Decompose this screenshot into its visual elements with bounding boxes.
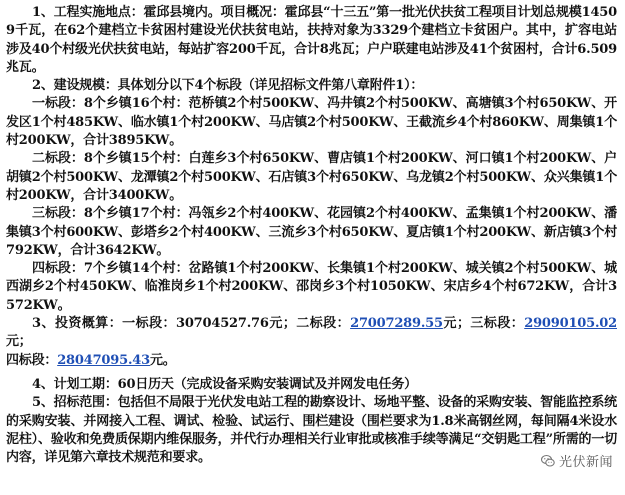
investment-text-5: 元。	[149, 352, 176, 368]
paragraph-bidding-scope: 5、招标范围：包括但不局限于光伏发电站工程的勘察设计、场地平整、设备的采购安装、智能监控系统的采购安装、并网接入工程、调试、检验、试运行、围栏建设（围栏要求为1.8米高钢丝网，每间隔4米设水泥柱）、验收和免费质保期内维保服务，并代行办理相关行业审批或核准手续等满足“交钥匙工程”所需的一切内容，详见第六章技术规范和要求。	[6, 395, 617, 466]
paragraph-lot-1: 一标段：8个乡镇16个村：范桥镇2个村500KW、冯井镇2个村500KW、高塘镇3个村650KW、开发区1个村485KW、临水镇1个村200KW、马店镇2个村500KW、王截流乡4个村860KW、周集镇1个村200KW，合计3895KW。	[6, 96, 617, 149]
paragraph-lot-3: 三标段：8个乡镇17个村：冯瓴乡2个村400KW、花园镇2个村400KW、孟集镇1个村200KW、潘集镇3个村600KW、彭塔乡2个村400KW、三流乡3个村650KW、夏店镇1个村200KW、新店镇3个村792KW，合计3642KW。	[6, 206, 617, 258]
paragraph-investment-estimate	[6, 315, 617, 352]
wechat-icon	[541, 454, 555, 468]
paragraph-investment-lot-4	[6, 352, 617, 370]
investment-text-3: 元；	[6, 334, 32, 350]
lot-2-amount-link[interactable]: 27007289.55	[350, 316, 443, 332]
investment-text-4: 四标段：	[6, 352, 58, 368]
investment-text-2: 元；三标段：	[442, 316, 525, 332]
paragraph-lot-2: 二标段：8个乡镇15个村：白莲乡3个村650KW、曹店镇1个村200KW、河口镇1个村200KW、户胡镇2个村500KW、龙潭镇2个村500KW、石店镇3个村650KW、乌龙镇2个村500KW、众兴集镇1个村200KW，合计3400KW。	[6, 151, 617, 203]
lot-3-amount-link[interactable]: 29090105.02	[524, 316, 617, 332]
paragraph-construction-scale: 2、建设规模：具体划分以下4个标段（详见招标文件第八章附件1）：	[32, 78, 424, 94]
paragraph-project-location: 1、工程实施地点：霍邱县境内。项目概况：霍邱县“十三五”第一批光伏扶贫工程项目计划总规模14509千瓦，在62个建档立卡贫困村建设光伏扶贫电站，扶持对象为3329个建档立卡贫困户。其中，扩容电站涉及40个村级光伏扶贫电站，每站扩容200千瓦，合计8兆瓦；户户联建电站涉及41个贫困村，合计6.509兆瓦。	[6, 5, 617, 75]
paragraph-schedule: 4、计划工期：60日历天（完成设备采购安装调试及并网发电任务）	[32, 376, 417, 392]
lot-4-amount-link[interactable]: 28047095.43	[57, 352, 150, 368]
investment-text-1: 3、投资概算：一标段：30704527.76元；二标段：	[32, 316, 351, 332]
watermark-text: 光伏新闻	[558, 455, 613, 470]
watermark	[537, 450, 617, 471]
paragraph-lot-4: 四标段：7个乡镇14个村：岔路镇1个村200KW、长集镇1个村200KW、城关镇2个村500KW、城西湖乡2个村450KW、临淮岗乡1个村200KW、邵岗乡3个村1050KW、宋店乡4个村672KW，合计3572KW。	[6, 261, 617, 313]
